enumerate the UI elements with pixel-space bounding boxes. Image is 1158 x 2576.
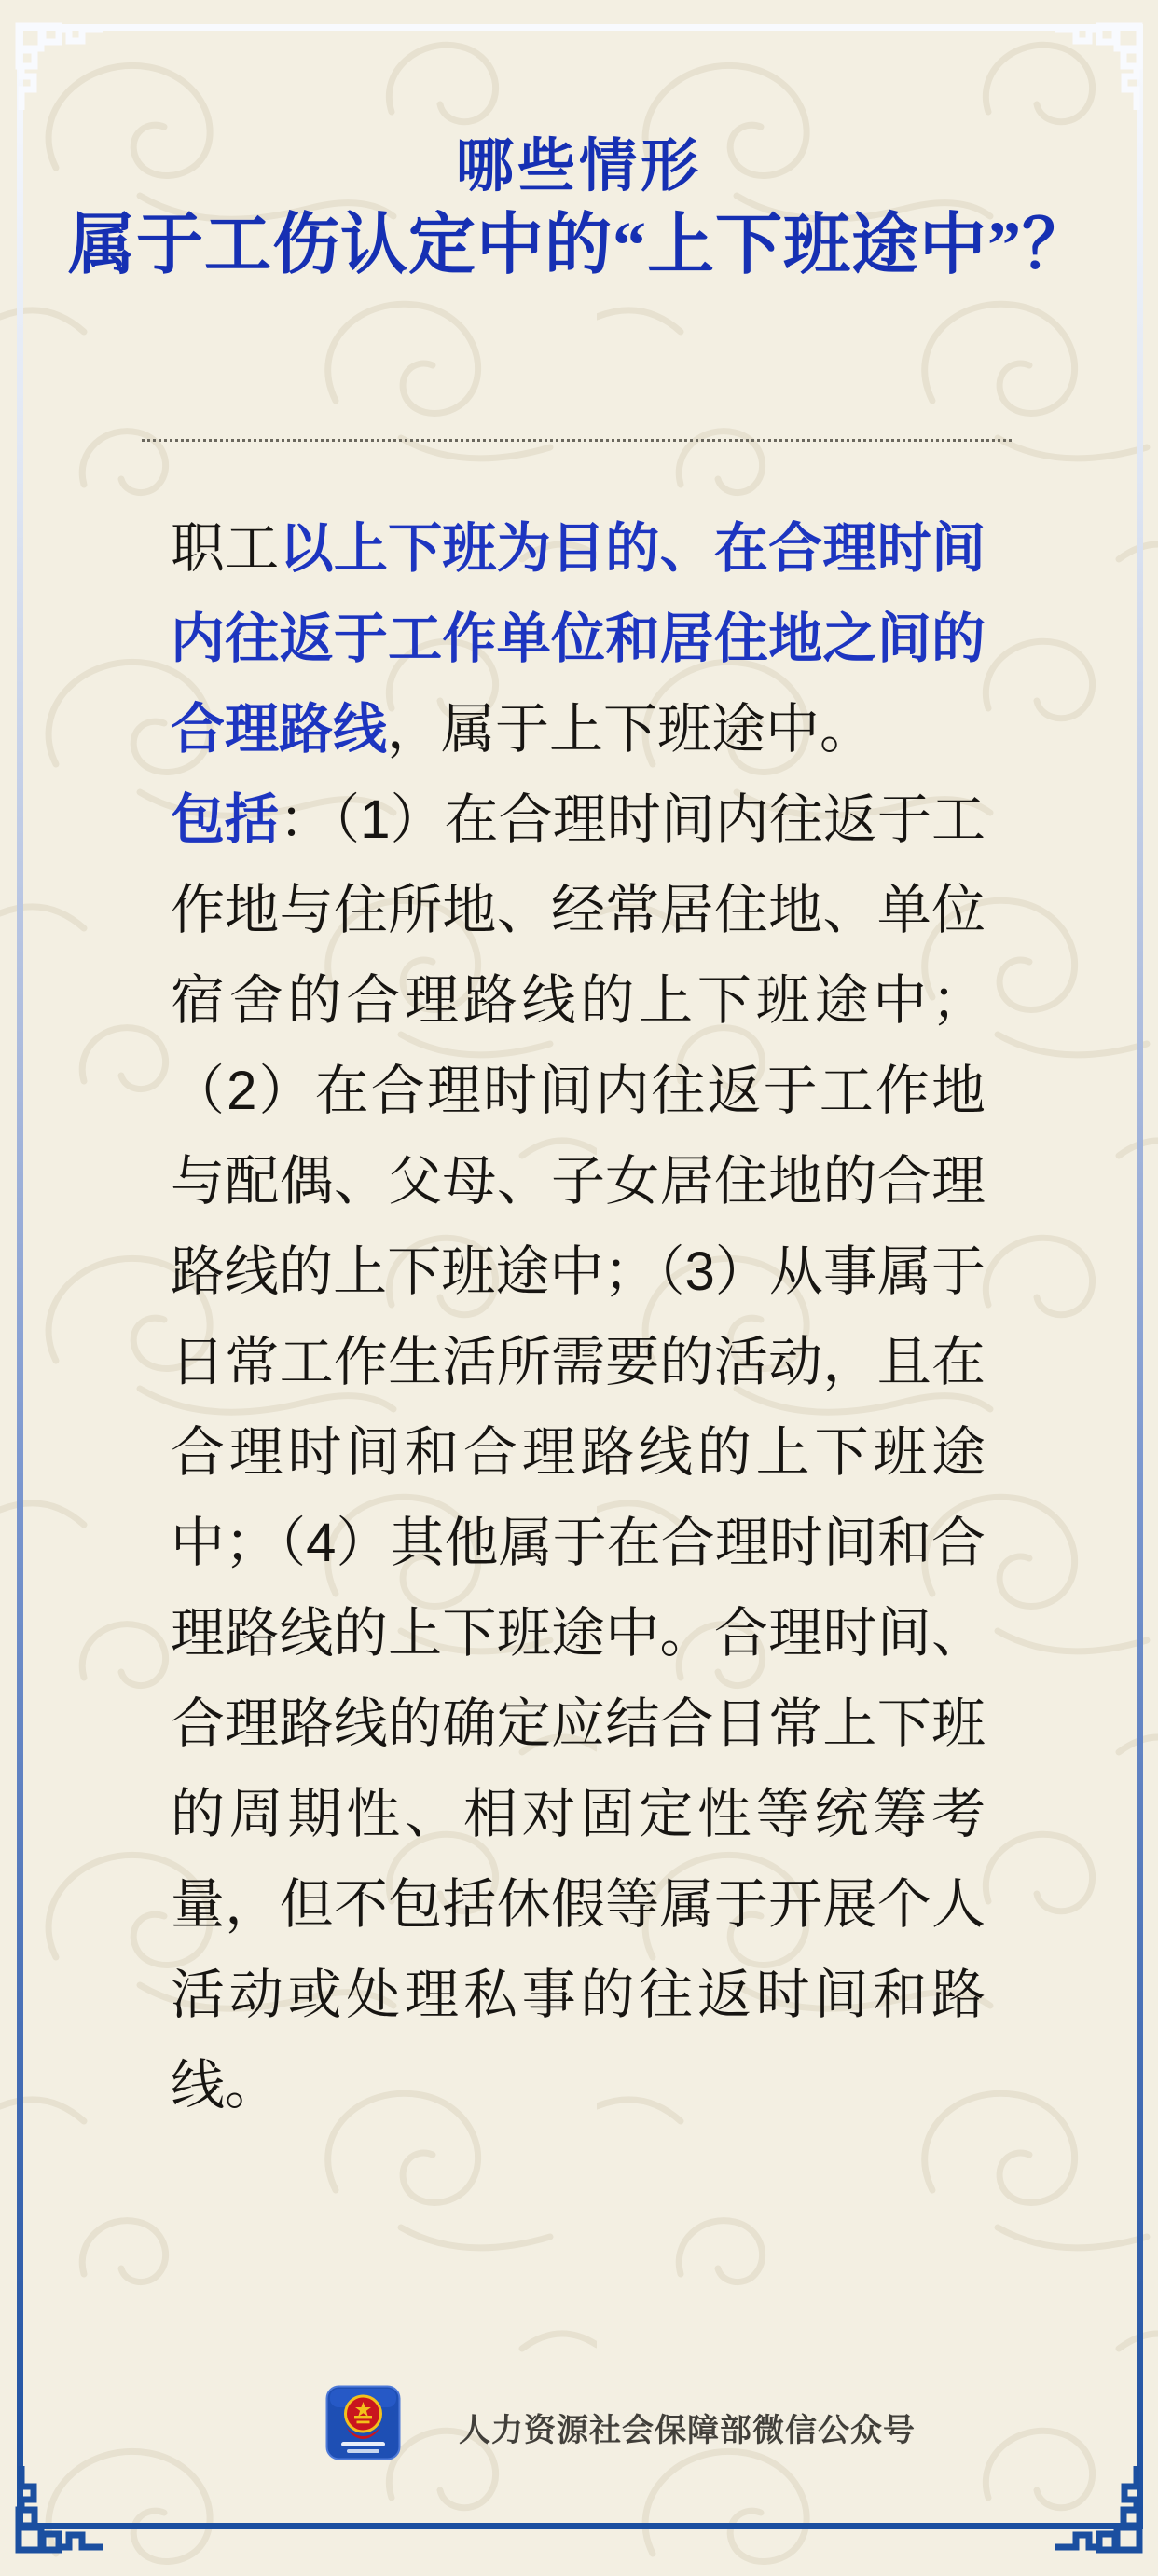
text-run-em: 包括	[171, 789, 280, 850]
corner-fret-icon	[1055, 2466, 1145, 2555]
text-run-em: 以上下班为目的、在合理时间内往返于工作单位和居住地之间的合理路线	[171, 518, 986, 760]
national-emblem-icon	[325, 2385, 401, 2460]
paragraph-definition	[171, 503, 986, 774]
page-title-line1: 哪些情形	[455, 135, 702, 199]
text-run-normal: 职工	[171, 518, 280, 579]
frame-rail-top	[17, 24, 1143, 31]
corner-fret-icon	[1055, 21, 1145, 110]
text-run-normal: ，属于上下班途中。	[387, 699, 875, 760]
corner-fret-icon	[13, 2466, 103, 2555]
frame-rail-bottom	[17, 2523, 1143, 2529]
frame-rail-right	[1137, 24, 1143, 2529]
text-run-normal: ：（1）在合理时间内往返于工作地与住所地、经常居住地、单位宿舍的合理路线的上下班途中；（2）在合理时间内往返于工作地与配偶、父母、子女居住地的合理路线的上下班途中；（3）从事属于日常工作生活所需要的活动，且在合理时间和合理路线的上下班途中；（4）其他属于在合理时间和合理路线的上下班途中。合理时间、合理路线的确定应结合日常上下班的周期性、相对固定性等统筹考量，但不包括休假等属于开展个人活动或处理私事的往返时间和路线。	[171, 789, 986, 2116]
footer-account-label: 人力资源社会保障部微信公众号	[459, 2413, 916, 2448]
section-divider	[142, 439, 1013, 442]
paragraph-enumeration	[171, 774, 986, 2131]
article-body	[171, 503, 986, 2131]
corner-fret-icon	[13, 21, 103, 110]
frame-rail-left	[17, 24, 23, 2529]
page-title-line2: 属于工伤认定中的“上下班途中”？	[67, 208, 1090, 282]
